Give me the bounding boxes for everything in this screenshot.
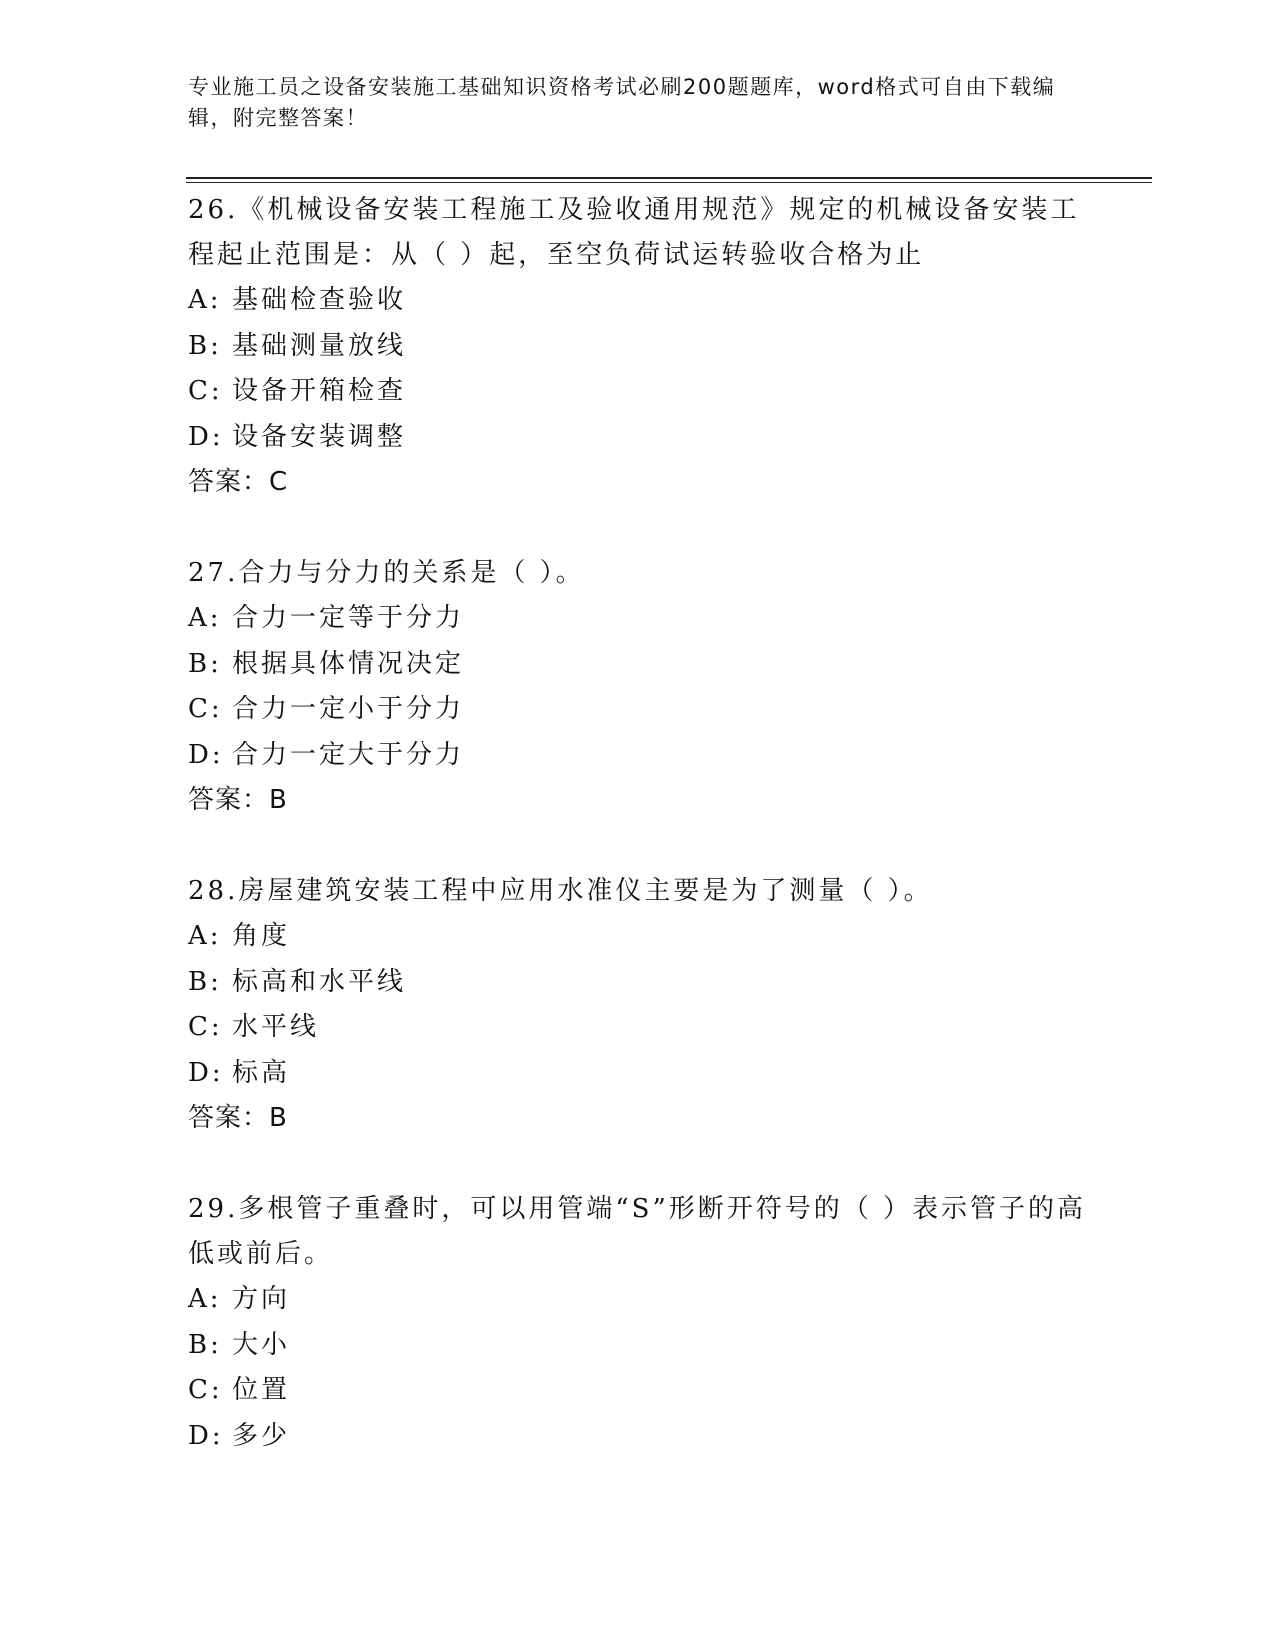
option-text: 基础检查验收 [232,285,407,315]
answer-label: 答案：B [188,785,288,815]
option-letter: B: [188,330,222,361]
question-stem: 26.《机械设备安装工程施工及验收通用规范》规定的机械设备安装工程起止范围是：从（ ）起，至空负荷试运转验收合格为止 [188,195,1080,270]
question-stem: 27.合力与分力的关系是（ ）。 [188,558,585,588]
option-c [188,1368,1088,1414]
option-text: 多少 [232,1420,291,1451]
option-c [188,687,1088,733]
option-text: 合力一定大于分力 [232,739,465,770]
option-d [188,415,1088,461]
option-text: 大小 [232,1329,291,1360]
question-28 [188,869,1088,1141]
option-b [188,960,1088,1006]
option-text: 标高和水平线 [232,966,407,997]
option-letter: A: [188,603,222,633]
option-text: 合力一定小于分力 [232,694,465,724]
option-text: 设备安装调整 [232,421,407,452]
option-c [188,369,1088,415]
option-text: 基础测量放线 [232,330,407,361]
option-b [188,1323,1088,1369]
option-letter: A: [188,285,222,315]
answer-label: 答案：C [188,467,289,497]
option-c [188,1005,1088,1051]
option-text: 设备开箱检查 [232,376,407,406]
option-text: 水平线 [232,1012,320,1042]
option-letter: A: [188,921,222,951]
option-text: 角度 [232,921,291,951]
page-header: 专业施工员之设备安装施工基础知识资格考试必刷200题题库，word格式可自由下载编辑，附完整答案！ [188,75,1056,130]
answer-label: 答案：B [188,1103,288,1133]
option-letter: D: [188,1057,224,1088]
option-d [188,1051,1088,1097]
question-stem: 29.多根管子重叠时，可以用管端“S”形断开符号的（ ）表示管子的高低或前后。 [188,1194,1087,1269]
option-b [188,642,1088,688]
option-text: 位置 [232,1375,291,1405]
option-letter: B: [188,966,222,997]
option-letter: C: [188,1375,223,1405]
option-letter: C: [188,376,223,406]
option-text: 方向 [232,1284,291,1314]
question-29 [188,1187,1088,1459]
option-a [188,1277,1088,1323]
option-letter: B: [188,1329,222,1360]
option-letter: D: [188,739,224,770]
option-text: 合力一定等于分力 [232,603,465,633]
option-b [188,324,1088,370]
header-divider-thin [186,182,1152,183]
option-letter: B: [188,648,222,679]
option-a [188,278,1088,324]
option-letter: D: [188,421,224,452]
option-d [188,1414,1088,1460]
option-a [188,914,1088,960]
question-stem: 28.房屋建筑安装工程中应用水准仪主要是为了测量（ ）。 [188,876,933,906]
option-d [188,733,1088,779]
question-26 [188,188,1088,505]
question-list [188,188,1088,1459]
option-letter: C: [188,1012,223,1042]
option-letter: C: [188,694,223,724]
option-letter: D: [188,1420,224,1451]
header-divider-thick [186,177,1152,179]
option-text: 标高 [232,1057,291,1088]
option-letter: A: [188,1284,222,1314]
question-27 [188,551,1088,823]
option-a [188,596,1088,642]
option-text: 根据具体情况决定 [232,648,465,679]
